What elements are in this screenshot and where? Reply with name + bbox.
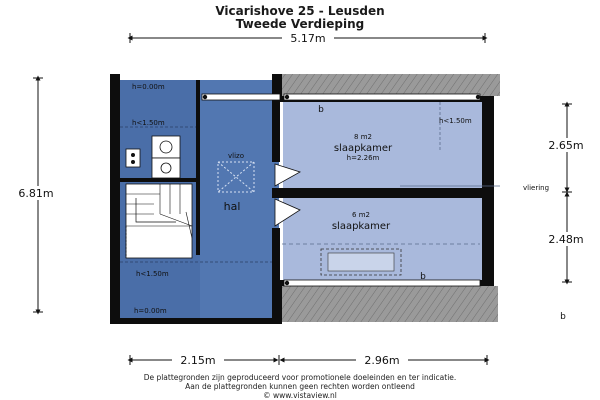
bedroom-1-area: 8 m2 [354, 133, 372, 141]
dimension-bottom-right [279, 353, 487, 367]
hall-label: hal [223, 200, 241, 213]
height-label-left-upper: h<1.50m [132, 119, 165, 127]
window-bottom [284, 280, 480, 286]
dimension-right-lower [542, 192, 594, 282]
vlizo-label: vlizo [228, 152, 244, 160]
height-label-right-upper: h<1.50m [439, 117, 472, 125]
footer-disclaimer-2: Aan de plattegronden kunnen geen rechten worden ontleend [185, 382, 415, 391]
dimension-right-lower-label: 2.48m [548, 233, 584, 246]
hall-center [200, 80, 279, 318]
dimension-right-upper [542, 104, 594, 190]
outside-label: b [560, 312, 566, 322]
roof-bottom [280, 286, 498, 322]
window-label-top: b [318, 105, 324, 115]
bedroom-1-name: slaapkamer [333, 143, 393, 154]
window-top [202, 94, 480, 100]
page-title: Vicarishove 25 - Leusden [215, 4, 385, 18]
dimension-bottom-left [130, 353, 276, 367]
roof-top [282, 74, 500, 96]
dimension-right-upper-label: 2.65m [548, 139, 584, 152]
height-label-top-left: h=0.00m [132, 83, 165, 91]
window-label-bottom: b [420, 272, 426, 282]
dimension-bottom-left-label: 2.15m [180, 354, 216, 367]
bedroom-1-height: h=2.26m [346, 154, 380, 162]
boiler [126, 149, 140, 167]
vliering-label: vliering [523, 184, 550, 192]
height-label-left-lower: h<1.50m [136, 270, 169, 278]
dimension-top-label: 5.17m [290, 32, 326, 45]
dimension-left [10, 78, 62, 312]
dimension-top [130, 31, 485, 45]
staircase [126, 184, 192, 258]
dimension-bottom-right-label: 2.96m [364, 354, 400, 367]
bedroom-2-area: 6 m2 [352, 211, 370, 219]
dimension-left-label: 6.81m [18, 187, 54, 200]
height-label-bottom-left: h=0.00m [134, 307, 167, 315]
skylight [321, 249, 401, 275]
page-subtitle: Tweede Verdieping [235, 17, 365, 31]
footer-credit: © www.vistaview.nl [263, 391, 337, 400]
bedroom-2-name: slaapkamer [331, 221, 391, 232]
footer-disclaimer-1: De plattegronden zijn geproduceerd voor promotionele doeleinden en ter indicatie. [143, 373, 457, 382]
washing-machine [152, 136, 180, 178]
